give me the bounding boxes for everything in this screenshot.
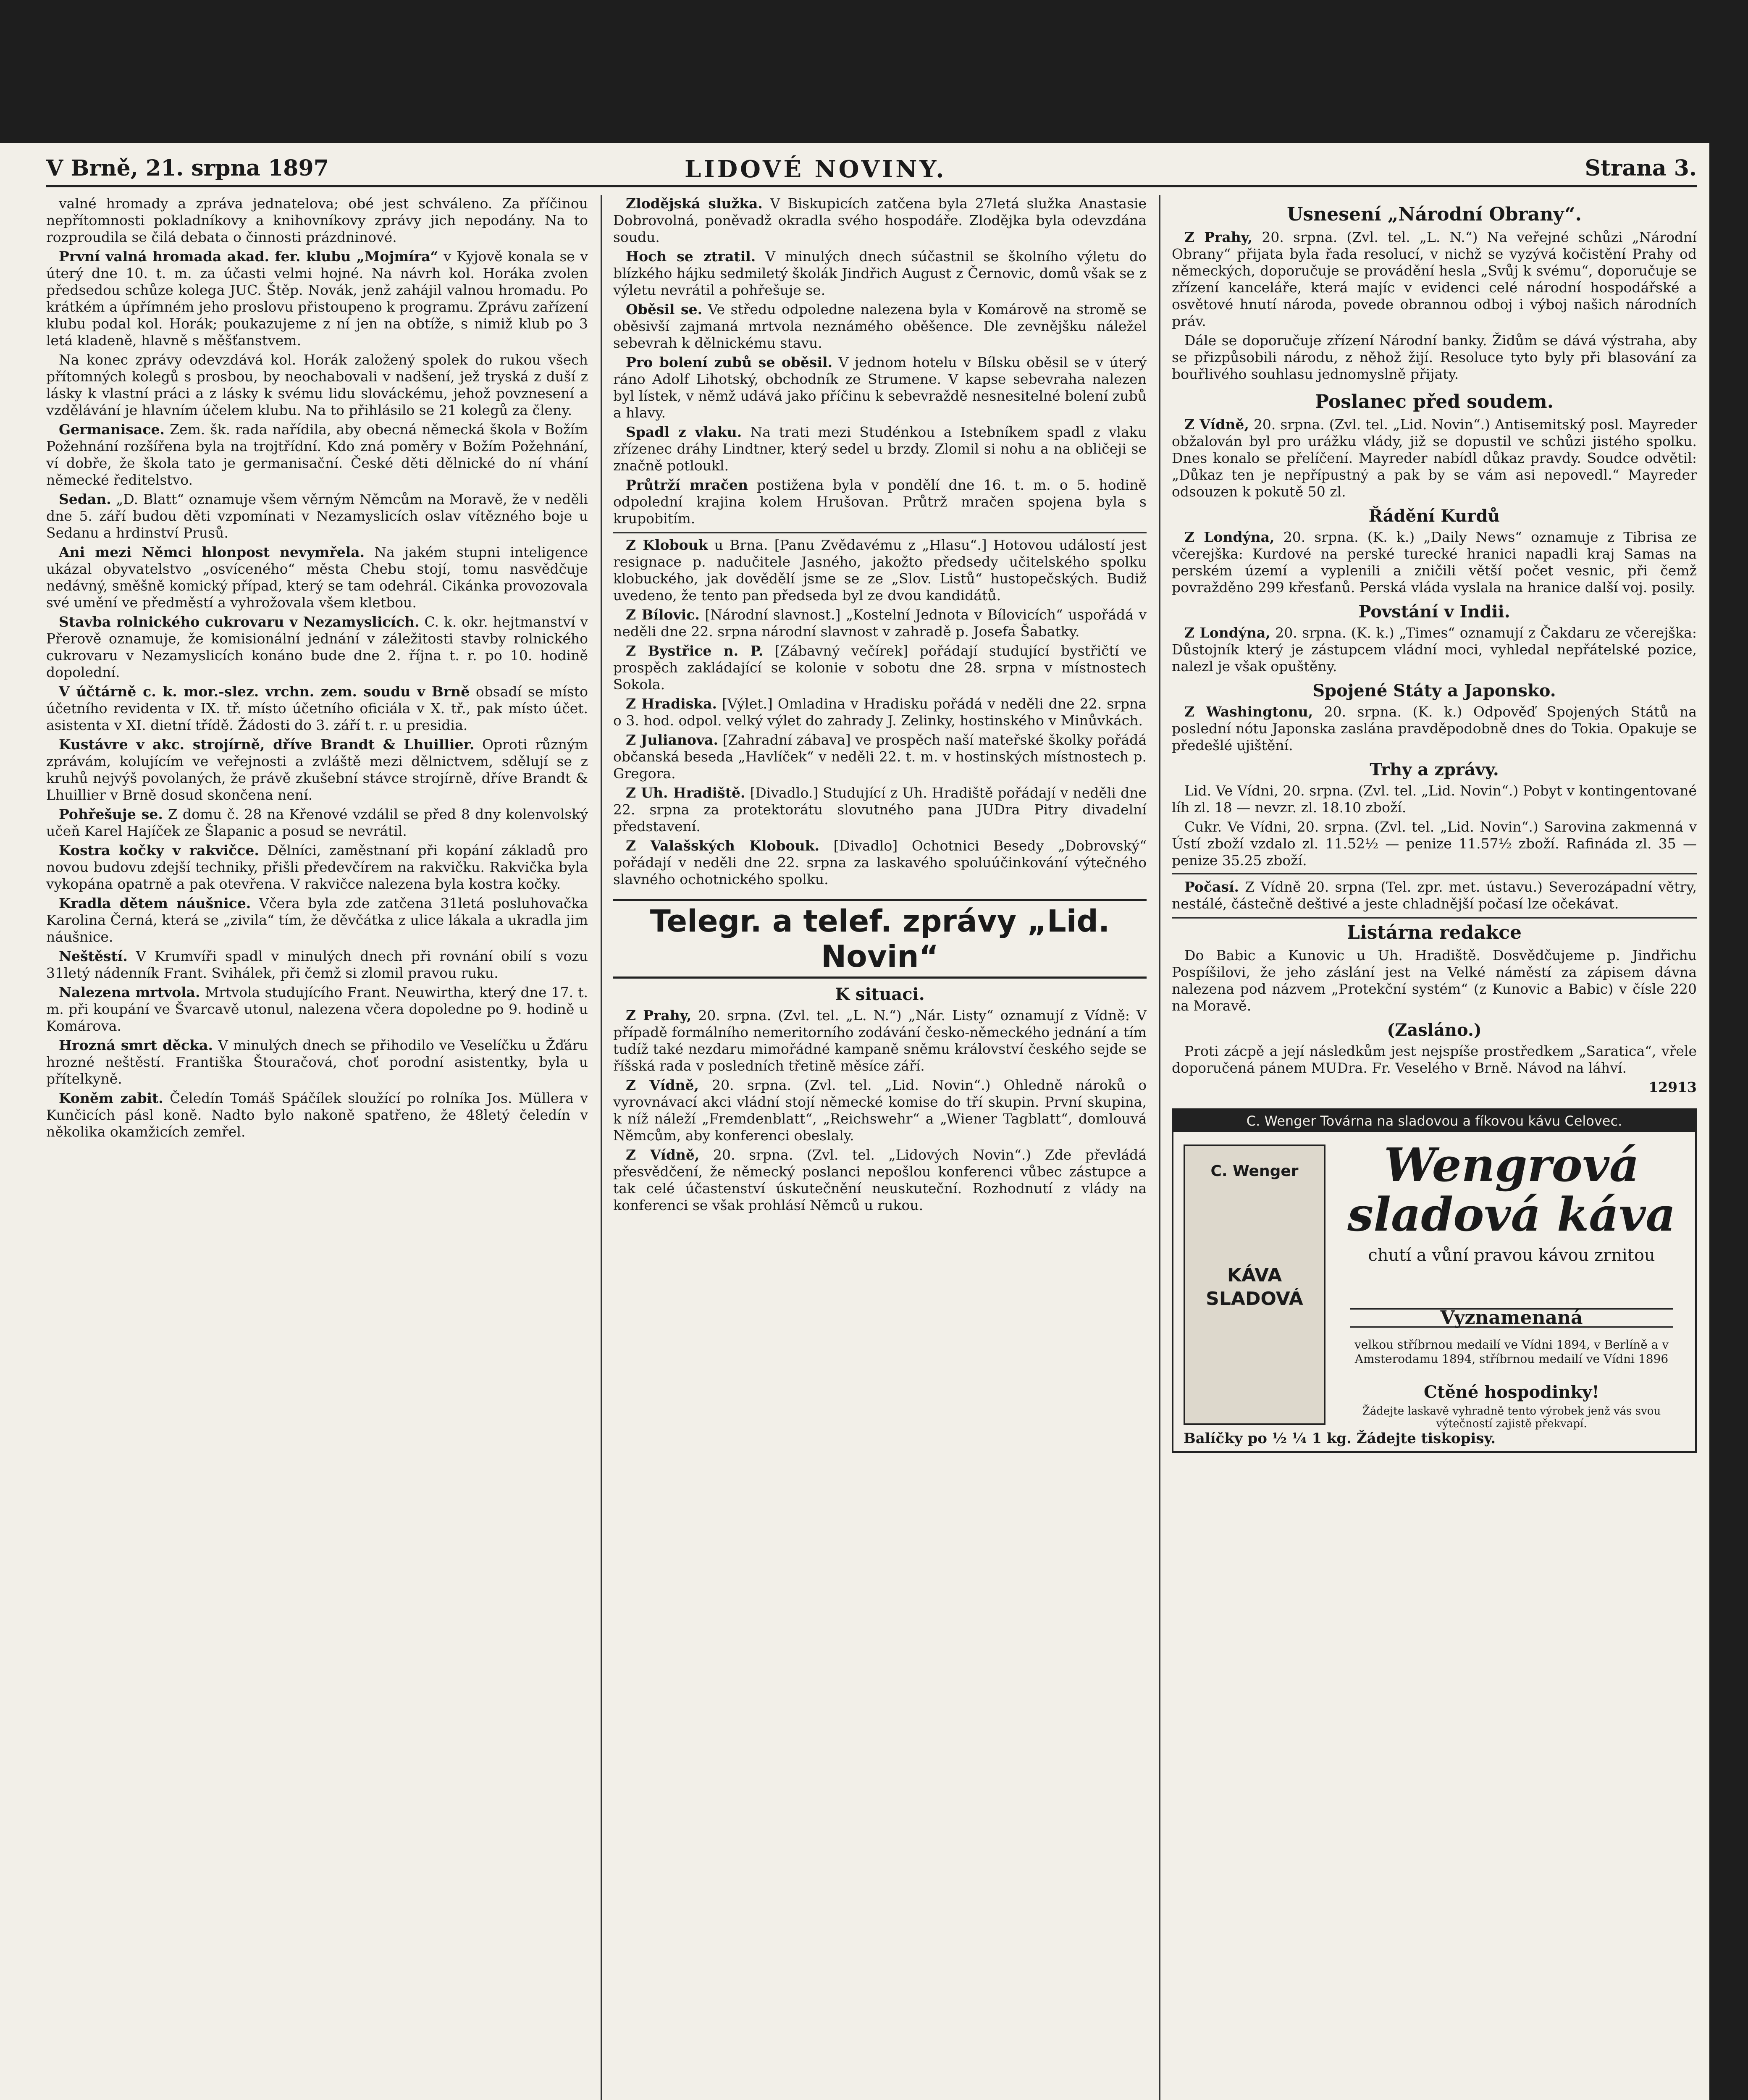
telegram <box>1172 529 1697 596</box>
article-heading: Z Bystřice n. P. <box>626 643 764 659</box>
article-text: Proti zácpě a její následkům jest nejspíše prostředkem „Saratica“, vřele doporučená pánem MUDra. Fr. Veselého v Brně. Návod na láhví. <box>1172 1043 1697 1076</box>
article <box>46 948 588 982</box>
article <box>613 477 1147 527</box>
telegram-body: 20. srpna. (Zvl. tel. „L. N.“) „Nár. Listy“ oznamují z Vídně: V případě formálního nemeritorního zodávání česko-německého jednání a tím tudíž také nezdaru mimořádné kampaně sněmu království českého sejde se říšská rada v posledních třetině měsíce září. <box>613 1007 1147 1074</box>
article <box>46 736 588 803</box>
article-heading: Pohřešuje se. <box>59 806 163 822</box>
article-body: Z domu č. 28 na Křenové vzdálil se před 8 dny kolenvolský učeň Karel Hajíček ze Šlapanic a posud se nevrátil. <box>46 806 588 839</box>
article <box>46 895 588 945</box>
article <box>46 421 588 488</box>
column-3 <box>1172 195 1697 2100</box>
section-title: Listárna redakce <box>1172 917 1697 944</box>
article <box>613 643 1147 693</box>
article <box>613 195 1147 246</box>
article <box>46 1037 588 1087</box>
article-text: valné hromady a zpráva jednatelova; obé jest schváleno. Za příčinou nepřítomnosti pokladníkovy a knihovníkovy zprávy jich nepodány. Na to rozproudila se čilá debata o činnosti prázdninové. <box>46 195 588 245</box>
article-body: C. k. okr. hejtmanství v Přerově oznamuje, že komisionální jednání v záležitosti stavby rolnického cukrovaru v Nezamyslicích konáno bude dne 2. října t. r. po 10. hodině dopolední. <box>46 614 588 680</box>
telegram <box>1172 229 1697 330</box>
article-heading: Oběsil se. <box>626 301 703 318</box>
article-body: v Kyjově konala se v úterý dne 10. t. m. za účasti velmi hojné. Na návrh kol. Horáka zvolen předsedou schůze kolega JUC. Štěp. Novák, jenž zahájil valnou hromadu. Po krátkém a úpřímném jeho proslovu přistoupeno k programu. Zprávu zařízení klubu podal kol. Horák; poukazujeme z ní jen na obtíže, s nimiž klub po 3 letá kladeně, hlavně s měšťanstvem. <box>46 248 588 349</box>
story-klobouk <box>613 532 1147 604</box>
telegram <box>613 1007 1147 1074</box>
telegram <box>1172 704 1697 754</box>
article-body: Dělníci, zaměstnaní při kopání základů pro novou budovu zdejší techniky, přišli předevčírem na rakvičku. Rakvička byla vykopána opatrně a pak otevřena. V rakvičce nalezena byla kostra kočky. <box>46 842 588 892</box>
article <box>613 424 1147 474</box>
article-heading: Germanisace. <box>59 421 165 438</box>
section-title: Spojené Státy a Japonsko. <box>1312 681 1556 701</box>
article <box>613 732 1147 782</box>
package-brand: C. Wenger <box>1210 1163 1299 1180</box>
article-heading: V účtárně c. k. mor.-slez. vrchn. zem. soudu v Brně <box>59 683 470 700</box>
telegram-body: 20. srpna. (Zvl. tel. „L. N.“) Na veřejné schůzi „Národní Obrany“ přijata byla řada resolucí, v nichž se vyzývá kočistění Prahy od německých, doporučuje se provádění hesla „Svůj k svému“, doporučuje se zřízení kanceláře, která majíc v evidenci celé národní hospodářské a osvětové hnutí národa, povede obrannou odboj i výboj našich národních práv. <box>1172 229 1697 329</box>
article-body: [Divadlo] Ochotnici Besedy „Dobrovský“ pořádají v neděli dne 22. srpna za laskavého spoluúčinkování výtečného slavného ochotnického spolku. <box>613 837 1147 887</box>
article-heading: Z Valašských Klobouk. <box>626 837 820 854</box>
article-heading: Kradla dětem náušnice. <box>59 895 251 911</box>
article <box>613 606 1147 640</box>
article-heading: Sedan. <box>59 491 111 507</box>
article-heading: Spadl z vlaku. <box>626 424 742 440</box>
article <box>613 301 1147 352</box>
article-body: obsadí se místo účetního revidenta v IX. tř. místo účetního oficiála v X. tř., pak místo účet. asistenta v XI. dietní třídě. Žádosti do 3. září t. r. u presidia. <box>46 683 588 733</box>
section-title: Řádění Kurdů <box>1368 506 1500 526</box>
page-edge-left <box>0 143 29 2100</box>
column-rule-1 <box>601 195 602 2100</box>
article-text: Na konec zprávy odevzdává kol. Horák založený spolek do rukou všech přítomných kolegů s prosbou, by neochabovali v nadšení, jež tryská z duší z lásky k vlastní práci a z lásky k svému lidu slováckému, jehož povznesení a vzdělávání je hlavním účelem klubu. Na to přihlásilo se 21 kolegů za členy. <box>46 352 588 418</box>
article-body: [Zahradní zábava] ve prospěch naší mateřské školky pořádá občanská beseda „Havlíček“ v neděli 22. t. m. v hostinských místnostech p. Gregora. <box>613 732 1147 782</box>
telegram <box>1172 416 1697 500</box>
ad-company: C. Wenger Továrna na sladovou a fíkovou kávu Celovec. <box>1173 1110 1695 1132</box>
article-body: „D. Blatt“ oznamuje všem věrným Němcům na Moravě, že v neděli dne 5. září budou děti vzpomínati v Nezamyslicích oslav vítězného boje u Sedanu a hrdinství Prusů. <box>46 491 588 541</box>
telegram-place: Z Prahy, <box>626 1007 692 1024</box>
weather-report <box>1172 879 1697 912</box>
article-body: V Krumvíři spadl v minulých dnech při rovnání obilí s vozu 31letý nádenník Frant. Svihálek, při čemž si zlomil pravou ruku. <box>46 948 588 981</box>
section-title: (Zasláno.) <box>1387 1020 1482 1040</box>
ad-brand-name: Wengrová sladová káva <box>1347 1138 1676 1242</box>
telegram <box>613 1077 1147 1144</box>
article <box>46 984 588 1034</box>
article <box>613 696 1147 729</box>
ad-footer: Balíčky po ½ ¼ 1 kg. Žádejte tiskopisy. <box>1184 1430 1496 1447</box>
section-title: Usnesení „Národní Obrany“. <box>1287 204 1582 225</box>
telegram-body: 20. srpna. (Zvl. tel. „Lid. Novin“.) Ohledně nároků o vyrovnávací akci vládní stojí německé komise do tří skupin. První skupina, k níž náleží „Fremdenblatt“, „Reichswehr“ a „Wiener Tagblatt“, domlouvá Němcům, aby konferenci obeslaly. <box>613 1077 1147 1144</box>
telegram <box>613 1147 1147 1214</box>
telegram-place: Z Prahy, <box>1184 229 1253 245</box>
article-heading: Neštěstí. <box>59 948 128 964</box>
page-header <box>46 155 1697 187</box>
telegram <box>1172 625 1697 675</box>
article-body: Mrtvola studujícího Frant. Neuwirtha, který dne 17. t. m. při koupání ve Švarcavě utonul, nalezena včera dopoledne po 9. hodině u Komárova. <box>46 984 588 1034</box>
telegram-body: 20. srpna. (K. k.) „Times“ oznamují z Čakdaru ze včerejška: Důstojník který je zástupcem vládní moci, vyhledal nepřátelské pozice, nalezl je však opuštěny. <box>1172 625 1697 675</box>
article-heading: Nalezena mrtvola. <box>59 984 200 1000</box>
article-body: [Zábavný večírek] pořádají studující bystřičtí ve prospěch zakládající se kolonie v sobotu dne 28. srpna v místnostech Sokola. <box>613 643 1147 693</box>
article-body: [Divadlo.] Studující z Uh. Hradiště pořádají v neděli dne 22. srpna za protektorátu slovutného pana JUDra Pitry divadelní představení. <box>613 785 1147 835</box>
ad-appeal-text: Žádejte laskavě vyhradně tento výrobek jenž vás svou výtečností zajistě překvapí. <box>1362 1405 1661 1430</box>
article-heading: Hrozná smrt děcka. <box>59 1037 213 1053</box>
article <box>46 806 588 840</box>
coffee-package-image <box>1184 1144 1325 1425</box>
article <box>613 837 1147 888</box>
article-text: Do Babic a Kunovic u Uh. Hradiště. Dosvědčujeme p. Jindřichu Pospíšilovi, že jeho záslání jest na Velké náměstí za zápisem dávna nalezena pod názvem „Protekční systém“ (z Kunovic a Babic) v čísle 220 na Moravě. <box>1172 947 1697 1014</box>
telegram-place: Z Vídně, <box>1184 416 1249 433</box>
ad-body <box>1173 1132 1695 1451</box>
telegram-body: 20. srpna. (Zvl. tel. „Lid. Novin“.) Antisemitský posl. Mayreder obžalován byl pro urážku vlády, již se dopustil ve schůzi jistého spolku. Dnes konalo se přelíčení. Mayreder nabídl důkaz pravdy. Soudce odvětil: „Důkaz ten je nepřípustný a pak by se vám asi nepovedl.“ Mayreder odsouzen k pokutě 50 zl. <box>1172 416 1697 500</box>
package-label: KÁVA SLADOVÁ <box>1206 1265 1303 1310</box>
article-body: u Brna. [Panu Zvědavému z „Hlasu“.] Hotovou událostí jest resignace p. nadučitele Jasného, jakožto předsedy učitelského spolku klobuckého, jak dovědělí jsme se ze „Slov. Listů“ hustopečských. Budiž uvedeno, že tento pan předseda byl ze dvou kandidátů. <box>613 537 1147 604</box>
telegram-body: 20. srpna. (K. k.) Odpověď Spojených Států na poslední nótu Japonska zaslána pravděpodobně dnes do Tokia. Opakuje se předešlé ujištění. <box>1172 704 1697 753</box>
article-heading: Z Bílovic. <box>626 606 700 623</box>
article-heading: Stavba rolnického cukrovaru v Nezamyslicích. <box>59 614 420 630</box>
section-title: Povstání v Indii. <box>1358 602 1510 622</box>
section-title: Trhy a zprávy. <box>1370 760 1499 780</box>
article <box>46 491 588 541</box>
article-heading: Z Hradiska. <box>626 696 717 712</box>
telegram-place: Z Londýna, <box>1184 625 1270 641</box>
article-heading: Hoch se ztratil. <box>626 248 756 265</box>
ad-number: 12913 <box>1648 1079 1697 1095</box>
article <box>613 248 1147 299</box>
article-body: Včera byla zde zatčena 31letá posluhovačka Karolina Černá, která se „zivila“ tím, že děvčátka z ulice lákala a ukradla jim náušnice. <box>46 895 588 945</box>
article-body: Zem. šk. rada nařídila, aby obecná německá škola v Božím Požehnání rozšířena byla na trojtřídní. Kdo zná poměry v Božím Požehnání, ví dobře, že škola tato je germanisační. České děti dělnické do ní vhání německé ředitelstvo. <box>46 421 588 488</box>
article <box>46 544 588 611</box>
article-heading: Zlodějská služka. <box>626 195 763 212</box>
article-heading: Z Julianova. <box>626 732 718 748</box>
article-body: Čeledín Tomáš Spáčílek sloužící po rolníka Jos. Müllera v Kunčicích pásl koně. Nadto bylo nakoně spatřeno, že 48letý čeledín v několika okamžicích zemřel. <box>46 1090 588 1140</box>
ad-awards-list: velkou stříbrnou medailí ve Vídni 1894, v Berlíně a v Amsterodamu 1894, stříbrnou medailí ve Vídni 1896 <box>1354 1338 1669 1366</box>
telegram-place: Z Vídně, <box>626 1147 700 1163</box>
article <box>46 614 588 681</box>
article <box>613 537 1147 604</box>
ad-award: Vyznamenaná <box>1350 1308 1673 1328</box>
column-1 <box>46 195 588 2100</box>
article-body: V minulých dnech súčastnil se školního výletu do blízkého hájku sedmiletý školák Jindřich August z Černovic, domů však se z výletu nevrátil a pohřešuje se. <box>613 248 1147 298</box>
article-text <box>46 248 588 349</box>
article-text: Dále se doporučuje zřízení Národní banky. Židům se dává výstraha, aby se přizpůsobili národu, z něhož žijí. Resoluce tyto byly při blasování za bouřlivého souhlasu jednomyslně přijaty. <box>1172 332 1697 382</box>
telegram-place: Z Washingtonu, <box>1184 704 1313 720</box>
market-report: Cukr. Ve Vídni, 20. srpna. (Zvl. tel. „Lid. Novin“.) Sarovina zakmenná v Ústí zboží vzdalo zl. 11.52½ — penize 11.57½ zboží. Rafináda zl. 35 — penize 35.25 zboží. <box>1172 819 1697 869</box>
article-body: Na jakém stupni inteligence ukázal obyvatelstvo „osvícenéhо“ města Chebu stojí, tomu nasvědčuje nedávný, směšně komický případ, který se tam odehrál. Cikánka provozovala své umění ve předměstí a vyhrožovala všem kletbou. <box>46 544 588 611</box>
advertisement-wengrova <box>1172 1108 1697 1453</box>
article <box>46 842 588 892</box>
column-2 <box>613 195 1147 2100</box>
article-body: Oproti různým zprávám, kolujícím ve veřejnosti a zvláště mezi dělnictvem, sdělují se z kruhů nejvýš povolaných, že právě zkušební stávce strojírně, dříve Brandt & Lhuillier v Brně dosud skončena není. <box>46 736 588 803</box>
article-heading: Kustávre v akc. strojírně, dříve Brandt & Lhuillier. <box>59 736 475 753</box>
article <box>46 683 588 734</box>
article-heading: Průtrží mračen <box>626 477 748 493</box>
article-body: [Výlet.] Omladina v Hradisku pořádá v neděli dne 22. srpna o 3. hod. odpol. velký výlet do zahrady J. Zelinky, hostinského v Minůvkách. <box>613 696 1147 729</box>
weather-body: Z Vídně 20. srpna (Tel. zpr. met. ústavu.) Severozápadní větry, nestálé, částečně deštivé a jeste chladnější počasí lze očekávat. <box>1172 879 1697 912</box>
article-heading: První valná hromada akad. fer. klubu „Mojmíra“ <box>59 248 438 265</box>
section-title: Poslanec před soudem. <box>1315 391 1554 412</box>
article <box>613 785 1147 835</box>
ad-slogan: chutí a vůní pravou kávou zrnitou <box>1368 1246 1655 1265</box>
market-report: Lid. Ve Vídni, 20. srpna. (Zvl. tel. „Lid. Novin“.) Pobyt v kontingentované líh zl. 18 — nevzr. zl. 18.10 zboží. <box>1172 782 1697 816</box>
weather-heading: Počasí. <box>1184 879 1239 895</box>
article-body: Ve středu odpoledne nalezena byla v Komárově na stromě se oběsivší zajmaná mrtvola neznámého oběšence. Dle zevnějšku náležel sebevrah k dělnickému stavu. <box>613 301 1147 351</box>
article-body: V minulých dnech se přihodilo ve Veselíčku u Žďáru hrozné neštěstí. Františka Štouračová, choť porodní asistentky, byla u přítelkyně. <box>46 1037 588 1087</box>
article-body: V Biskupicích zatčena byla 27letá služka Anastasie Dobrovolná, poněvadž okradla svého hospodáře. Zlodějka byla odevzdána soudu. <box>613 195 1147 245</box>
article-heading: Koněm zabit. <box>59 1090 163 1106</box>
article-heading: Ani mezi Němci hlonpost nevymřela. <box>59 544 365 560</box>
telegram-body: 20. srpna. (K. k.) „Daily News“ oznamuje z Tibrisa ze včerejška: Kurdové na perské turecké hranici napadli kraj Samas na perském území a vyplenili a zničili větší počet vesnic, při čemž povražděno 299 křesťanů. Perská vláda vyslala na hranice další voj. posily. <box>1172 529 1697 596</box>
article-body: V jednom hotelu v Bílsku oběsil se v úterý ráno Adolf Lihotský, obchodník ze Strumene. V kapse sebevraha nalezen byl lístek, v němž udává jako příčinu k sebevraždě nesnesitelné bolení zubů a hlavy. <box>613 354 1147 421</box>
telegram-body: 20. srpna. (Zvl. tel. „Lidových Novin“.) Zde převládá přesvědčení, že německý poslanci nepošlou konferenci vůbec zástupce a tak celé účastenství úskutečnění neuskuteční. Rozhodnutí z vlády na konferenci se však prohlásí Němců u rukou. <box>613 1147 1147 1213</box>
telegram-place: Z Vídně, <box>626 1077 699 1093</box>
column-rule-2 <box>1159 195 1160 2100</box>
ad-appeal: Ctěné hospodinky! <box>1424 1382 1599 1402</box>
article-heading: Kostra kočky v rakvičce. <box>59 842 259 858</box>
article <box>613 354 1147 421</box>
telegram-place: Z Londýna, <box>1184 529 1275 545</box>
telegraph-section-title: Telegr. a telef. zprávy „Lid. Novin“ <box>613 899 1147 979</box>
divider <box>1172 873 1697 874</box>
header-page-number: Strana 3. <box>1585 155 1697 181</box>
article-heading: Z Klobouk <box>626 537 708 553</box>
newspaper-page <box>29 143 1709 2100</box>
article <box>46 1090 588 1140</box>
header-masthead: LIDOVÉ NOVINY. <box>685 155 947 183</box>
article-body: postižena byla v pondělí dne 16. t. m. o 5. hodině odpolední krajina kolem Hrušovan. Průtrž mračen spojena byla s krupobitím. <box>613 477 1147 527</box>
article-body: Na trati mezi Studénkou a Istebníkem spadl z vlaku zřízenec dráhy Lindtner, který sedel u brzdy. Zlomil si nohu a na obličeji se značně potloukl. <box>613 424 1147 474</box>
article-heading: Z Uh. Hradiště. <box>626 785 745 801</box>
telegraph-subtitle: K situaci. <box>835 984 925 1004</box>
header-date: V Brně, 21. srpna 1897 <box>46 155 329 181</box>
article-heading: Pro bolení zubů se oběsil. <box>626 354 833 370</box>
article-body: [Národní slavnost.] „Kostelní Jednota v Bílovicích“ uspořádá v neděli dne 22. srpna národní slavnost v zahradě p. Josefa Šabatky. <box>613 606 1147 640</box>
